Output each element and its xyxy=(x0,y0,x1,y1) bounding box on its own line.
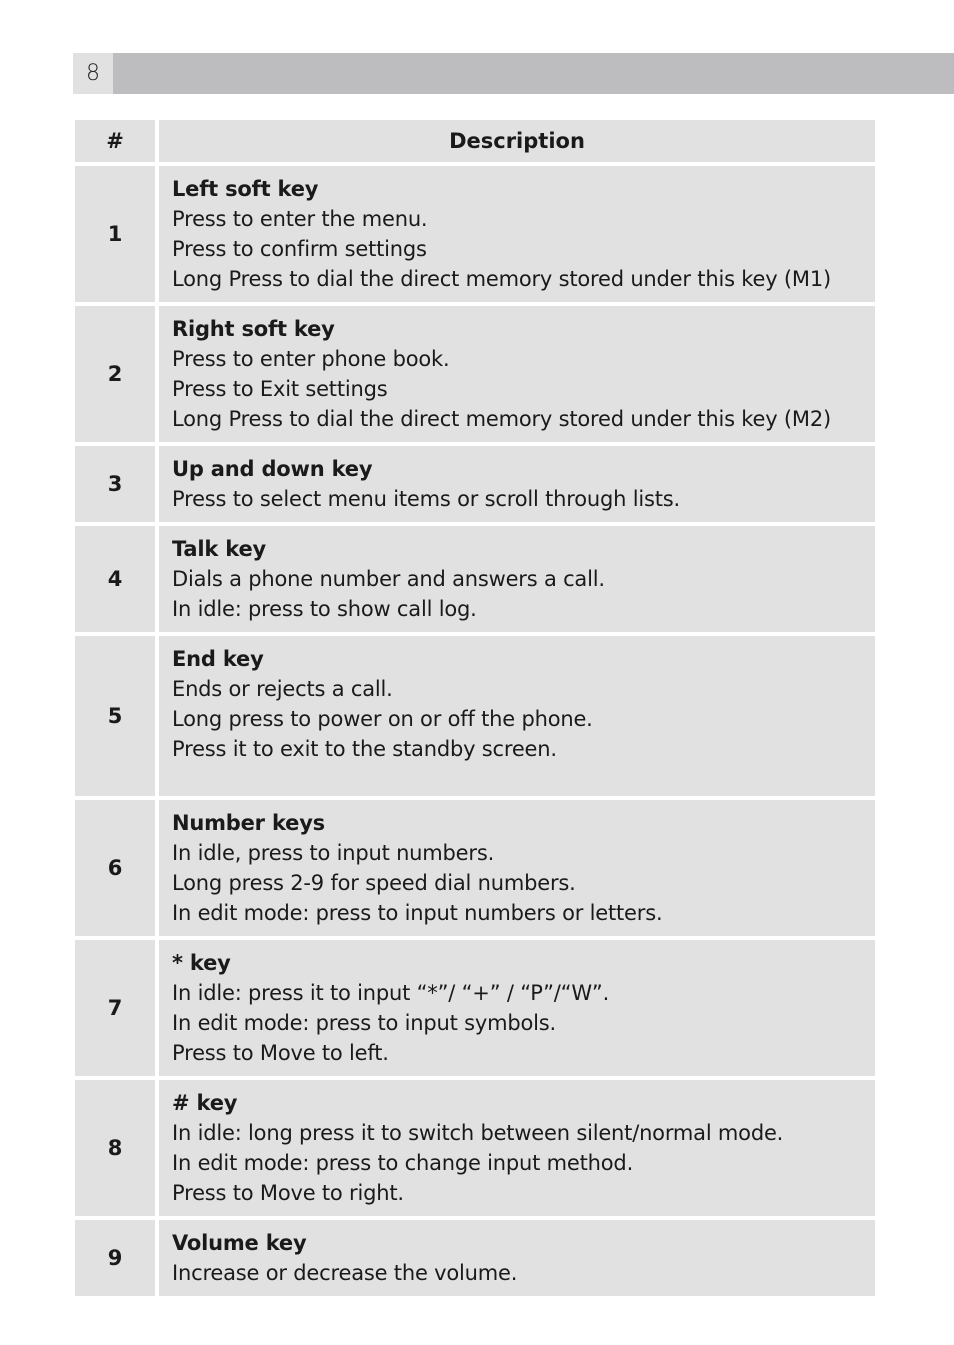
description-line: Press to select menu items or scroll through lists. xyxy=(172,487,680,511)
column-header-number: # xyxy=(75,120,155,162)
description-line: Press to enter the menu. xyxy=(172,207,428,231)
row-description xyxy=(159,636,875,796)
description-line: In edit mode: press to change input method. xyxy=(172,1151,634,1175)
column-header-description: Description xyxy=(159,120,875,162)
table-row xyxy=(75,940,875,1076)
description-line: Dials a phone number and answers a call. xyxy=(172,567,605,591)
key-name: * key xyxy=(172,951,231,975)
table-header-row xyxy=(75,120,875,162)
key-name: Volume key xyxy=(172,1231,307,1255)
table-row xyxy=(75,636,875,796)
row-number: 5 xyxy=(75,636,155,796)
key-name: Left soft key xyxy=(172,177,319,201)
row-description xyxy=(159,526,875,632)
description-line: In idle: press to show call log. xyxy=(172,597,477,621)
table-row xyxy=(75,1220,875,1296)
row-description xyxy=(159,166,875,302)
row-number: 7 xyxy=(75,940,155,1076)
row-number: 3 xyxy=(75,446,155,522)
key-name: Up and down key xyxy=(172,457,373,481)
row-description xyxy=(159,940,875,1076)
description-line: Increase or decrease the volume. xyxy=(172,1261,518,1285)
table-row xyxy=(75,800,875,936)
description-line: In idle: press it to input “*”/ “+” / “P”/“W”. xyxy=(172,981,610,1005)
key-name: # key xyxy=(172,1091,238,1115)
row-description xyxy=(159,1080,875,1216)
row-number: 4 xyxy=(75,526,155,632)
row-description xyxy=(159,800,875,936)
description-line: Long Press to dial the direct memory stored under this key (M2) xyxy=(172,407,832,431)
table-row xyxy=(75,446,875,522)
key-name: Right soft key xyxy=(172,317,335,341)
description-line: Press to enter phone book. xyxy=(172,347,450,371)
description-line: In idle: long press it to switch between silent/normal mode. xyxy=(172,1121,784,1145)
table-row xyxy=(75,166,875,302)
description-line: In edit mode: press to input numbers or letters. xyxy=(172,901,663,925)
description-line: Long Press to dial the direct memory stored under this key (M1) xyxy=(172,267,832,291)
key-description-table xyxy=(71,116,879,1300)
row-number: 9 xyxy=(75,1220,155,1296)
row-number: 6 xyxy=(75,800,155,936)
table-row xyxy=(75,1080,875,1216)
table-row xyxy=(75,526,875,632)
key-name: Talk key xyxy=(172,537,266,561)
description-line: Long press 2-9 for speed dial numbers. xyxy=(172,871,576,895)
description-line: Press it to exit to the standby screen. xyxy=(172,737,557,761)
description-line: Press to Move to left. xyxy=(172,1041,389,1065)
description-line: Press to Move to right. xyxy=(172,1181,404,1205)
description-line: Press to Exit settings xyxy=(172,377,388,401)
description-line: Ends or rejects a call. xyxy=(172,677,393,701)
row-number: 2 xyxy=(75,306,155,442)
description-line: Long press to power on or off the phone. xyxy=(172,707,593,731)
row-description xyxy=(159,446,875,522)
page-header xyxy=(73,53,954,94)
page-number: 8 xyxy=(73,53,113,94)
key-name: End key xyxy=(172,647,264,671)
page-header-bar xyxy=(113,53,954,94)
key-name: Number keys xyxy=(172,811,325,835)
row-number: 8 xyxy=(75,1080,155,1216)
description-line: Press to confirm settings xyxy=(172,237,427,261)
row-description xyxy=(159,1220,875,1296)
description-line: In edit mode: press to input symbols. xyxy=(172,1011,556,1035)
description-line: In idle, press to input numbers. xyxy=(172,841,495,865)
table-row xyxy=(75,306,875,442)
row-number: 1 xyxy=(75,166,155,302)
row-description xyxy=(159,306,875,442)
